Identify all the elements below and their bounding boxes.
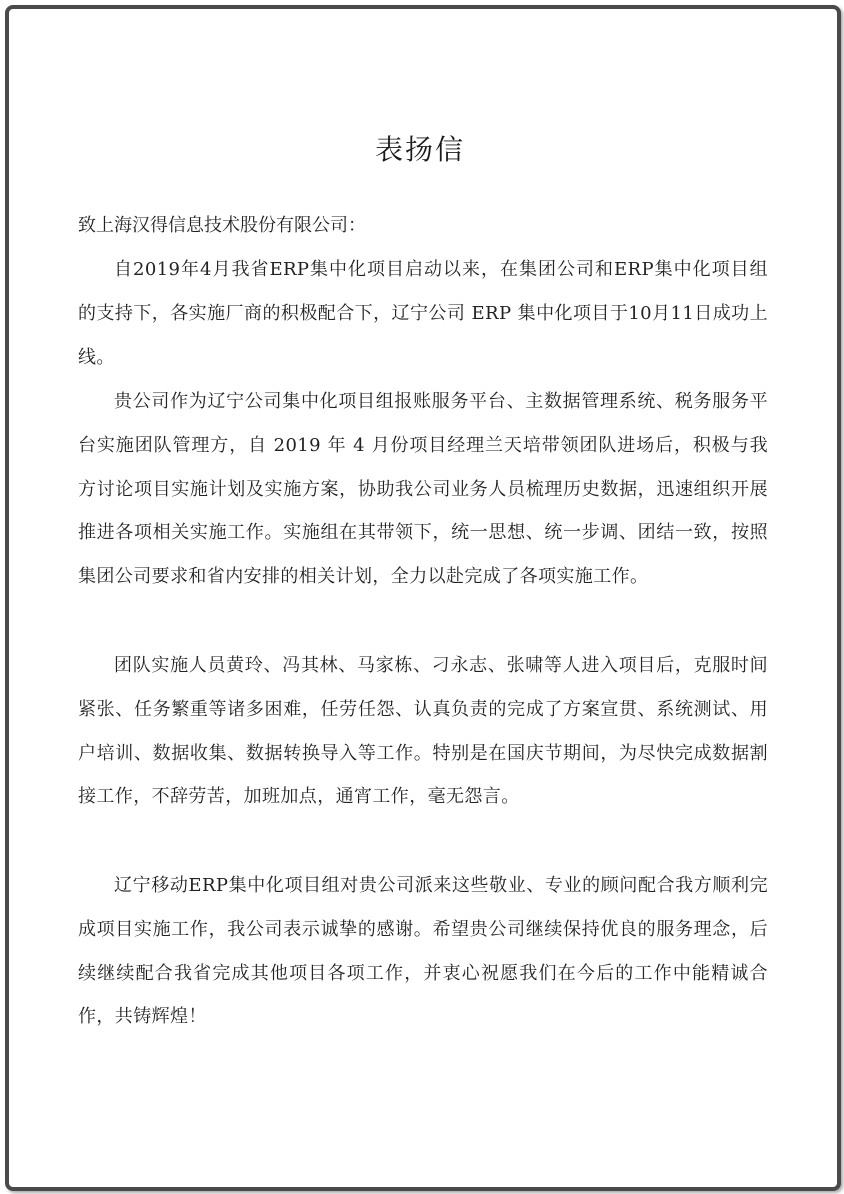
letter-paragraph-4: 辽宁移动ERP集中化项目组对贵公司派来这些敬业、专业的顾问配合我方顺利完成项目实施工作，我公司表示诚挚的感谢。希望贵公司继续保持优良的服务理念，后续继续配合我省完成其他项目各项工作，并衷心祝愿我们在今后的工作中能精诚合作，共铸辉煌！ xyxy=(78,875,768,1028)
letter-paragraph-2: 贵公司作为辽宁公司集中化项目组报账服务平台、主数据管理系统、税务服务平台实施团队管理方，自 2019 年 4 月份项目经理兰天培带领团队进场后，积极与我方讨论项目实施计划及实施方案，协助我公司业务人员梳理历史数据，迅速组织开展推进各项相关实施工作。实施组在其带领下，统一思想、统一步调、团结一致，按照集团公司要求和省内安排的相关计划，全力以赴完成了各项实施工作。 xyxy=(78,391,768,588)
letter-salutation: 致上海汉得信息技术股份有限公司： xyxy=(78,215,366,236)
letter-paragraph-3: 团队实施人员黄玲、冯其林、马家栋、刁永志、张啸等人进入项目后，克服时间紧张、任务繁重等诸多困难，任劳任怨、认真负责的完成了方案宣贯、系统测试、用户培训、数据收集、数据转换导入等工作。特别是在国庆节期间，为尽快完成数据割接工作，不辞劳苦，加班加点，通宵工作，毫无怨言。 xyxy=(78,655,768,808)
letter-paragraph-1: 自2019年4月我省ERP集中化项目启动以来，在集团公司和ERP集中化项目组的支持下，各实施厂商的积极配合下，辽宁公司 ERP 集中化项目于10月11日成功上线。 xyxy=(78,259,768,368)
letter-title: 表扬信 xyxy=(374,133,465,166)
